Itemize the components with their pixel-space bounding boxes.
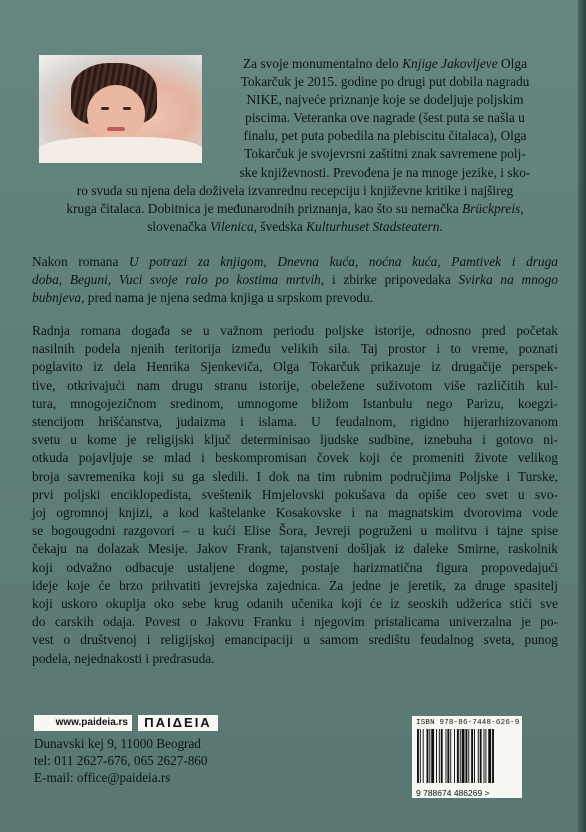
bio-line <box>213 145 557 163</box>
barcode-bar <box>471 729 473 783</box>
author-photo-face <box>87 85 145 143</box>
barcode-bar <box>474 729 475 783</box>
barcode-bar <box>485 729 486 783</box>
barcode-bar <box>436 729 437 783</box>
text-run: , i zbirke pripovedaka <box>320 272 459 288</box>
barcode-bar <box>417 729 419 783</box>
publisher-email: E-mail: office@paideia.rs <box>34 769 171 785</box>
paragraph-line: poglavito iz dela Henrika Sjenkeviča, Olga Tokarčuk prikazuje iz drugačije perspek- <box>32 359 558 375</box>
barcode-bar <box>441 729 443 783</box>
barcode-bar <box>480 729 482 783</box>
author-photo-eye-right <box>123 107 131 110</box>
bio-line <box>213 109 557 127</box>
paragraph-line: joj ogromnoj knjizi, a kod kaštelanke Kosakovske i na magnatskim dvorovima vode <box>32 505 558 521</box>
text-run: . <box>439 219 443 235</box>
paragraph-line: nasilnih podela njenih teritorija između velikih sila. Taj prostor i to vreme, poznati <box>32 341 558 357</box>
barcode-bar <box>462 729 465 783</box>
publisher-address: Dunavski kej 9, 11000 Beograd <box>34 736 201 751</box>
barcode-bar <box>478 729 479 783</box>
paragraph-line <box>32 289 558 307</box>
barcode-bar <box>420 729 421 783</box>
publisher-phone: tel: 011 2627-676, 065 2627-860 <box>34 752 208 768</box>
barcode-bar <box>431 729 434 783</box>
text-run: , švedska <box>253 219 307 235</box>
italic-title: Knjige Jakovljeve <box>402 56 498 71</box>
text-run: Tokarčuk je 2015. godine po drugi put dobila nagradu <box>240 74 530 90</box>
paragraph-line: broja savremenika koji su ga sledili. I dok na tim rubnim područjima Poljske i Turske, <box>32 468 558 484</box>
italic-title: Kulturhuset Stadsteatern <box>306 219 440 235</box>
publisher-banner <box>34 713 224 733</box>
paragraph-line: tura, mnogojezičnom sredinom, umnogome bližom Istanbulu nego Parizu, koegzi- <box>32 395 558 411</box>
text-run: NIKE, najveće priznanje koje se dodeljuje poljskim <box>246 92 524 108</box>
italic-title: Brückpreis <box>462 201 521 217</box>
paragraph-line: podela, nejednakosti i predrasuda. <box>32 650 215 666</box>
paragraph-line: stencijom hrišćanstva, judaizma i islama. U feudalnom, rigidno hijerarhizovanom <box>32 414 558 430</box>
barcode-bar <box>488 729 491 783</box>
paragraph-line: koji uskoro okuplja oko sebe krug odanih učenika koji će iz seoskih udžerica stići sve <box>32 596 558 612</box>
barcode-bar <box>450 729 451 783</box>
bio-line <box>32 200 558 218</box>
paragraph-line: otkuda pojavljuje se mlad i beskompromisan čovek koji će promeniti živote velikog <box>32 450 558 466</box>
paragraph-line <box>32 253 558 271</box>
publisher-logo: ΠΑΙΔΕΙΑ <box>138 715 218 731</box>
barcode-bar <box>468 729 469 783</box>
text-run: , pred nama je njena sedma knjiga u srpskom prevodu. <box>81 290 374 306</box>
text-run: ro svuda su njena dela doživela izvanrednu recepciju i književne kritike i najšireg <box>76 183 514 198</box>
barcode-bar <box>429 729 430 783</box>
publisher-url: www.paideia.rs <box>34 715 132 731</box>
bio-line <box>213 73 557 91</box>
isbn-barcode-label <box>412 716 522 798</box>
barcode-bars <box>416 729 518 783</box>
cover-edge <box>578 0 586 832</box>
paragraph-line: vest o društvenoj i religijskoj emancipaciji u samom središtu feudalnog sveta, punog <box>32 632 558 648</box>
paragraph-line: čekaju na dolazak Mesije. Jakov Frank, tajanstveni došljak iz daleke Smirne, raskolnik <box>32 541 558 557</box>
text-run: finalu, pet puta pobedila na plebiscitu čitalaca), Olga <box>243 128 527 144</box>
bio-line <box>213 127 557 145</box>
author-bio-continued <box>32 182 558 236</box>
text-run: ske književnosti. Prevođena je na mnoge jezike, i sko- <box>239 164 531 180</box>
author-bio-beside-photo <box>213 55 557 182</box>
paragraph-line: ideje koje će brzo prihvatiti jevrejska zajednica. Za jedne je jeretik, za druge spasitelj <box>32 577 558 593</box>
text-run: piscima. Veteranka ove nagrade (šest puta se našla u <box>245 110 525 126</box>
barcode-bar <box>439 729 440 783</box>
text-run: Tokarčuk je svojevrsni zaštitni znak savremene polj- <box>244 146 526 162</box>
barcode-bar <box>457 729 459 783</box>
bio-line <box>213 91 557 109</box>
ean-digits: 9 788674 486269 > <box>416 788 490 798</box>
barcode-bar <box>447 729 449 783</box>
italic-title: U potrazi za knjigom, Dnevna kuća, noćna kuća, Pamtivek i druga <box>129 254 558 269</box>
barcode-bar <box>465 729 467 783</box>
text-run: kruga čitalaca. Dobitnica je međunarodnih priznanja, kao što su nemačka <box>66 201 462 217</box>
bio-line <box>32 218 558 236</box>
previous-works-paragraph <box>32 253 558 307</box>
author-photo-arms <box>39 137 202 163</box>
novel-synopsis-paragraph <box>32 322 558 668</box>
italic-title: Vilenica <box>210 219 254 235</box>
text-run: Nakon romana <box>32 254 130 269</box>
text-run: Olga <box>497 56 528 71</box>
author-photo-mouth <box>107 127 125 131</box>
text-run: , <box>520 201 524 217</box>
barcode-bar <box>484 729 485 783</box>
bio-line <box>32 182 558 200</box>
barcode-bar <box>446 729 447 783</box>
publisher-info <box>34 713 224 786</box>
bio-line <box>213 164 557 182</box>
paragraph-line: svetu u kome je religijski ključ determinisao ljudske sudbine, iznebuha i gotovo ni- <box>32 432 558 448</box>
italic-title: bubnjeva <box>32 290 82 306</box>
barcode-bar <box>460 729 461 783</box>
italic-title: Svirka na mnogo <box>458 272 558 288</box>
paragraph-line <box>32 271 558 289</box>
bio-line <box>213 55 557 73</box>
paragraph-line: Radnja romana događa se u važnom periodu poljske istorije, odnosno pred početak <box>32 323 558 338</box>
author-photo-eye-left <box>101 107 109 110</box>
paragraph-line: koji odvažno odbacuje ustaljene dogme, postaje harizmatična figura propovedajući <box>32 559 558 575</box>
isbn-number: ISBN 978-86-7448-626-9 <box>416 719 520 727</box>
author-photo <box>39 55 202 163</box>
paragraph-line: se bogougodni razgovori – u kući Elise Šora, Jevreji pogruženi u molitvu i tajne spise <box>32 523 558 539</box>
paragraph-line: do carskih odaja. Povest o Jakovu Franku i njegovim pristalicama univerzalna je po- <box>32 614 558 630</box>
barcode-bar <box>423 729 424 783</box>
text-run: slovenačka <box>147 219 211 235</box>
text-run: Za svoje monumentalno delo <box>242 56 403 71</box>
barcode-bar <box>492 729 494 783</box>
barcode-bar <box>427 729 429 783</box>
paragraph-line: prvi poljski enciklopedista, sveštenik Hmjelovski pokušava da opiše ceo svet u svo- <box>32 486 558 502</box>
barcode-bar <box>454 729 455 783</box>
paragraph-line: tive, otkrivajući nam drugu stranu istorije, obeležene suživotom više različitih kul- <box>32 377 558 393</box>
italic-title: doba, Beguni, Vuci svoje ralo po kostima mrtvih <box>32 272 321 288</box>
